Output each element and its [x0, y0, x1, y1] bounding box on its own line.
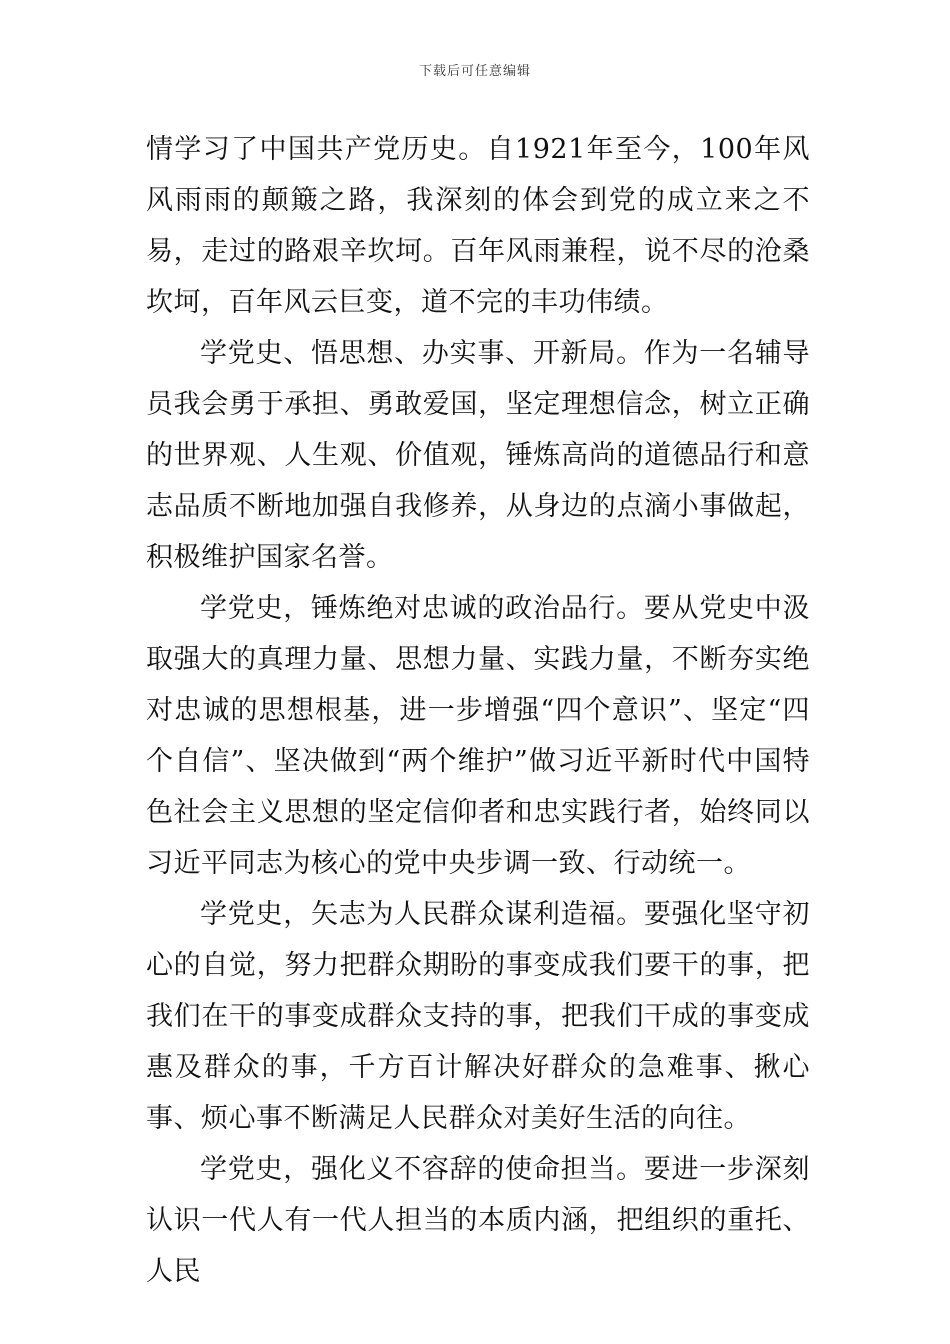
paragraph-1: 情学习了中国共产党历史。自1921年至今，100年风风雨雨的颠簸之路，我深刻的体会到党的成立来之不易，走过的路艰辛坎坷。百年风雨兼程，说不尽的沧桑坎坷，百年风云巨变，道不完的丰功伟绩。 — [146, 134, 810, 318]
paragraph-3: 学党史，锤炼绝对忠诚的政治品行。要从党史中汲取强大的真理力量、思想力量、实践力量，不断夯实绝对忠诚的思想根基，进一步增强“四个意识”、坚定“四个自信”、坚决做到“两个维护”做习近平新时代中国特色社会主义思想的坚定信仰者和忠实践行者，始终同以习近平同志为核心的党中央步调一致、行动统一。 — [146, 593, 810, 879]
document-body — [146, 124, 810, 1297]
paragraph-2: 学党史、悟思想、办实事、开新局。作为一名辅导员我会勇于承担、勇敢爱国，坚定理想信念，树立正确的世界观、人生观、价值观，锤炼高尚的道德品行和意志品质不断地加强自我修养，从身边的点滴小事做起，积极维护国家名誉。 — [146, 338, 810, 573]
paragraph-5: 学党史，强化义不容辞的使命担当。要进一步深刻认识一代人有一代人担当的本质内涵，把组织的重托、人民 — [146, 1154, 810, 1287]
header-note: 下载后可任意编辑 — [418, 64, 531, 79]
paragraph-4: 学党史，矢志为人民群众谋利造福。要强化坚守初心的自觉，努力把群众期盼的事变成我们要干的事，把我们在干的事变成群众支持的事，把我们干成的事变成惠及群众的事，千方百计解决好群众的急难事、揪心事、烦心事不断满足人民群众对美好生活的向往。 — [146, 899, 810, 1134]
